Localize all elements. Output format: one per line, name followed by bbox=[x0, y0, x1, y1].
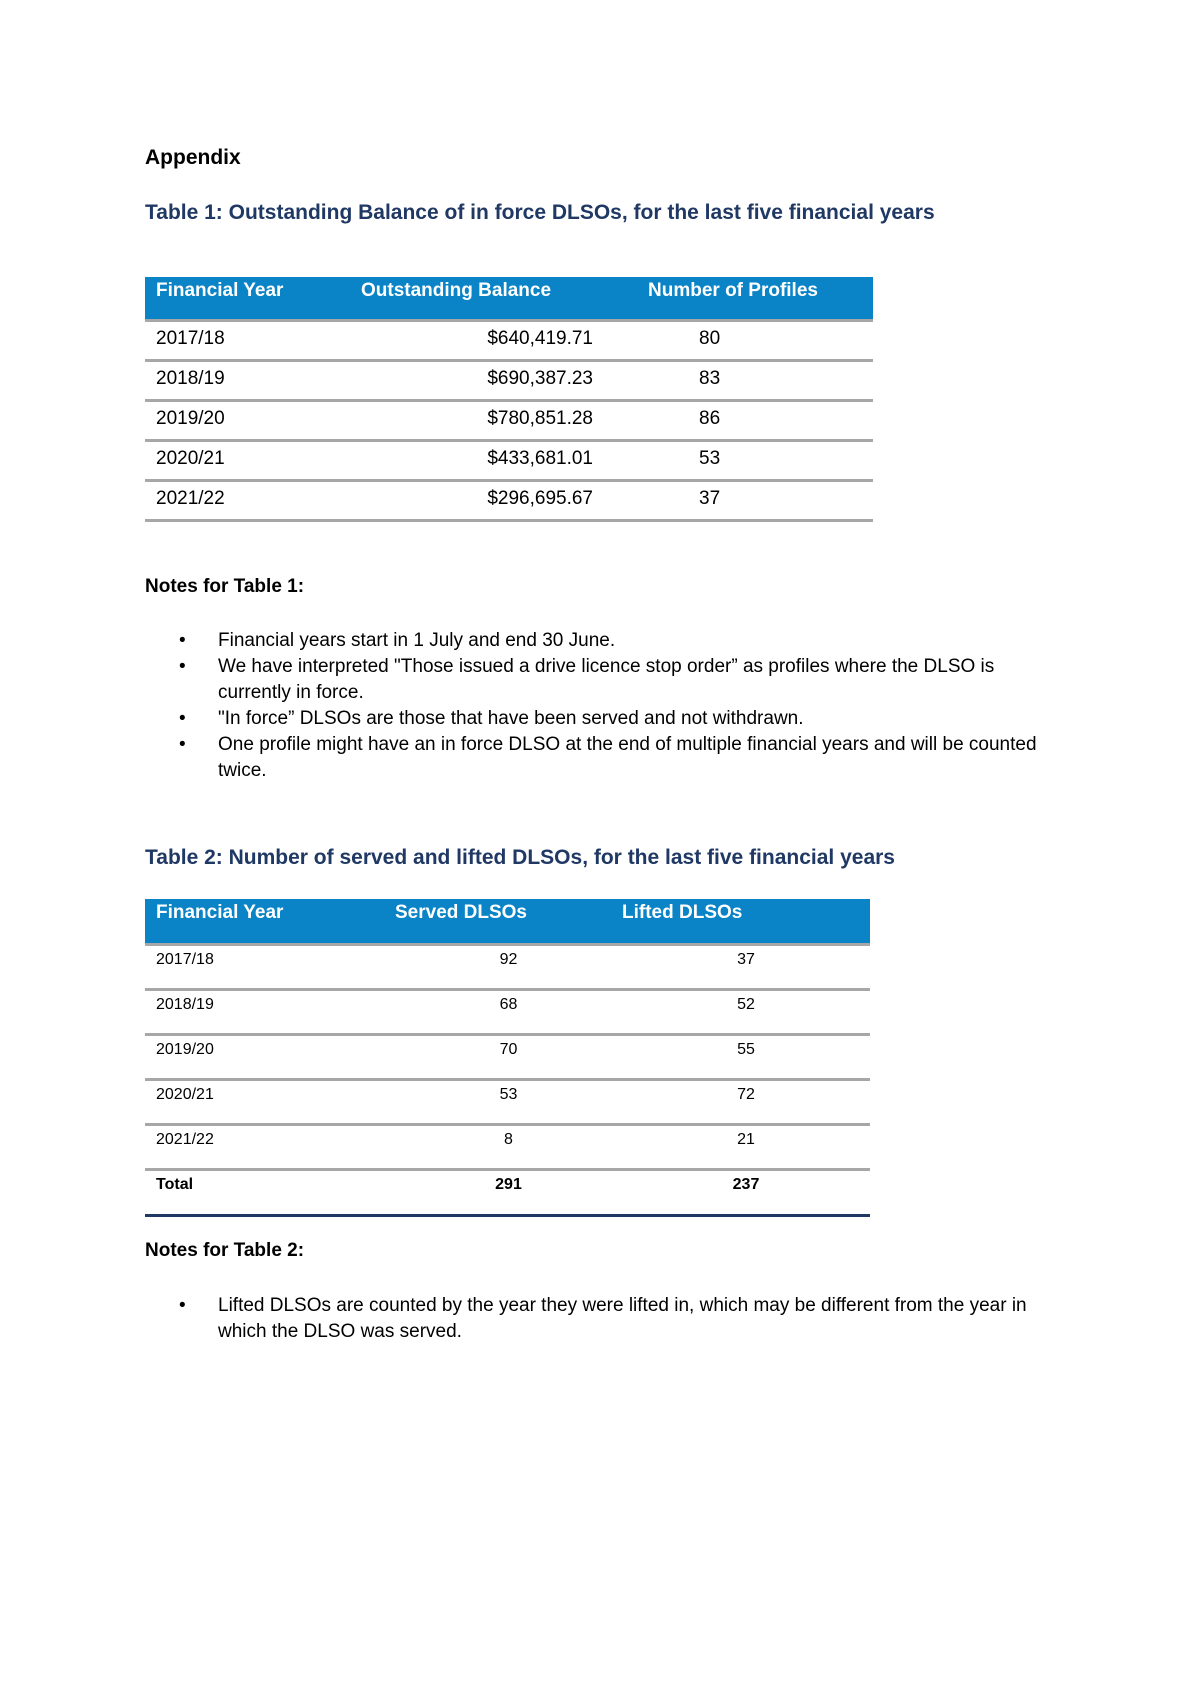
table2-cell-year: 2018/19 bbox=[145, 990, 395, 1035]
note-text: Lifted DLSOs are counted by the year they were lifted in, which may be different from the year in which the DLSO was served. bbox=[218, 1295, 1027, 1342]
table2-header-row bbox=[145, 899, 870, 945]
table2-total-label: Total bbox=[145, 1170, 395, 1216]
table1-header-row bbox=[145, 277, 873, 321]
table-row bbox=[145, 321, 873, 361]
table1-cell-balance: $433,681.01 bbox=[361, 441, 648, 481]
appendix-heading: Appendix bbox=[145, 146, 241, 169]
table-row bbox=[145, 945, 870, 990]
list-item bbox=[145, 1293, 1065, 1345]
table1-cell-year: 2019/20 bbox=[145, 401, 361, 441]
table-row bbox=[145, 401, 873, 441]
table2-cell-year: 2021/22 bbox=[145, 1125, 395, 1170]
table1-cell-profiles: 80 bbox=[648, 321, 873, 361]
table-row bbox=[145, 361, 873, 401]
table1-cell-profiles: 83 bbox=[648, 361, 873, 401]
table1-cell-balance: $296,695.67 bbox=[361, 481, 648, 521]
table2-cell-year: 2017/18 bbox=[145, 945, 395, 990]
notes1-title: Notes for Table 1: bbox=[145, 576, 305, 597]
table2-cell-lifted: 55 bbox=[622, 1035, 870, 1080]
table1-header-outstanding-balance: Outstanding Balance bbox=[361, 277, 648, 321]
table2-cell-served: 8 bbox=[395, 1125, 622, 1170]
table1-cell-year: 2017/18 bbox=[145, 321, 361, 361]
table-row bbox=[145, 990, 870, 1035]
note-text: Financial years start in 1 July and end 30 June. bbox=[218, 630, 616, 651]
table2-cell-served: 92 bbox=[395, 945, 622, 990]
table2-header-financial-year: Financial Year bbox=[145, 899, 395, 945]
table1-cell-year: 2018/19 bbox=[145, 361, 361, 401]
notes2-list bbox=[145, 1293, 1065, 1345]
table1-cell-balance: $690,387.23 bbox=[361, 361, 648, 401]
table2-total-served: 291 bbox=[395, 1170, 622, 1216]
table2-cell-lifted: 37 bbox=[622, 945, 870, 990]
table1-header-number-of-profiles: Number of Profiles bbox=[648, 277, 873, 321]
notes2-title: Notes for Table 2: bbox=[145, 1240, 305, 1261]
table2-total-row bbox=[145, 1170, 870, 1216]
table1-header-financial-year: Financial Year bbox=[145, 277, 361, 321]
table-row bbox=[145, 1035, 870, 1080]
table1-cell-balance: $640,419.71 bbox=[361, 321, 648, 361]
bullet-icon: • bbox=[179, 708, 186, 729]
table2-title: Table 2: Number of served and lifted DLSOs, for the last five financial years bbox=[145, 846, 895, 869]
table-row bbox=[145, 1125, 870, 1170]
bullet-icon: • bbox=[179, 1295, 186, 1316]
table1-cell-profiles: 86 bbox=[648, 401, 873, 441]
note-text: One profile might have an in force DLSO at the end of multiple financial years and will be counted twice. bbox=[218, 734, 1037, 781]
table2-header-lifted: Lifted DLSOs bbox=[622, 899, 870, 945]
table1-cell-profiles: 53 bbox=[648, 441, 873, 481]
table2-cell-year: 2019/20 bbox=[145, 1035, 395, 1080]
note-text: We have interpreted "Those issued a drive licence stop order” as profiles where the DLSO is currently in force. bbox=[218, 656, 995, 703]
table2-cell-year: 2020/21 bbox=[145, 1080, 395, 1125]
table2-total-lifted: 237 bbox=[622, 1170, 870, 1216]
table1-cell-year: 2021/22 bbox=[145, 481, 361, 521]
notes1-list bbox=[145, 628, 1065, 784]
table2-cell-lifted: 52 bbox=[622, 990, 870, 1035]
table2-cell-served: 68 bbox=[395, 990, 622, 1035]
table1-cell-balance: $780,851.28 bbox=[361, 401, 648, 441]
table1-title: Table 1: Outstanding Balance of in force DLSOs, for the last five financial years bbox=[145, 201, 935, 224]
note-text: "In force” DLSOs are those that have been served and not withdrawn. bbox=[218, 708, 804, 729]
table1 bbox=[145, 277, 873, 522]
list-item bbox=[145, 706, 1065, 732]
bullet-icon: • bbox=[179, 734, 186, 755]
table2-cell-served: 53 bbox=[395, 1080, 622, 1125]
bullet-icon: • bbox=[179, 656, 186, 677]
list-item bbox=[145, 732, 1065, 784]
table-row bbox=[145, 441, 873, 481]
table2-header-served: Served DLSOs bbox=[395, 899, 622, 945]
table2-cell-lifted: 21 bbox=[622, 1125, 870, 1170]
table2-cell-lifted: 72 bbox=[622, 1080, 870, 1125]
table2-cell-served: 70 bbox=[395, 1035, 622, 1080]
table2 bbox=[145, 899, 870, 1217]
list-item bbox=[145, 628, 1065, 654]
table1-cell-profiles: 37 bbox=[648, 481, 873, 521]
list-item bbox=[145, 654, 1065, 706]
table-row bbox=[145, 481, 873, 521]
bullet-icon: • bbox=[179, 630, 186, 651]
table-row bbox=[145, 1080, 870, 1125]
table1-cell-year: 2020/21 bbox=[145, 441, 361, 481]
